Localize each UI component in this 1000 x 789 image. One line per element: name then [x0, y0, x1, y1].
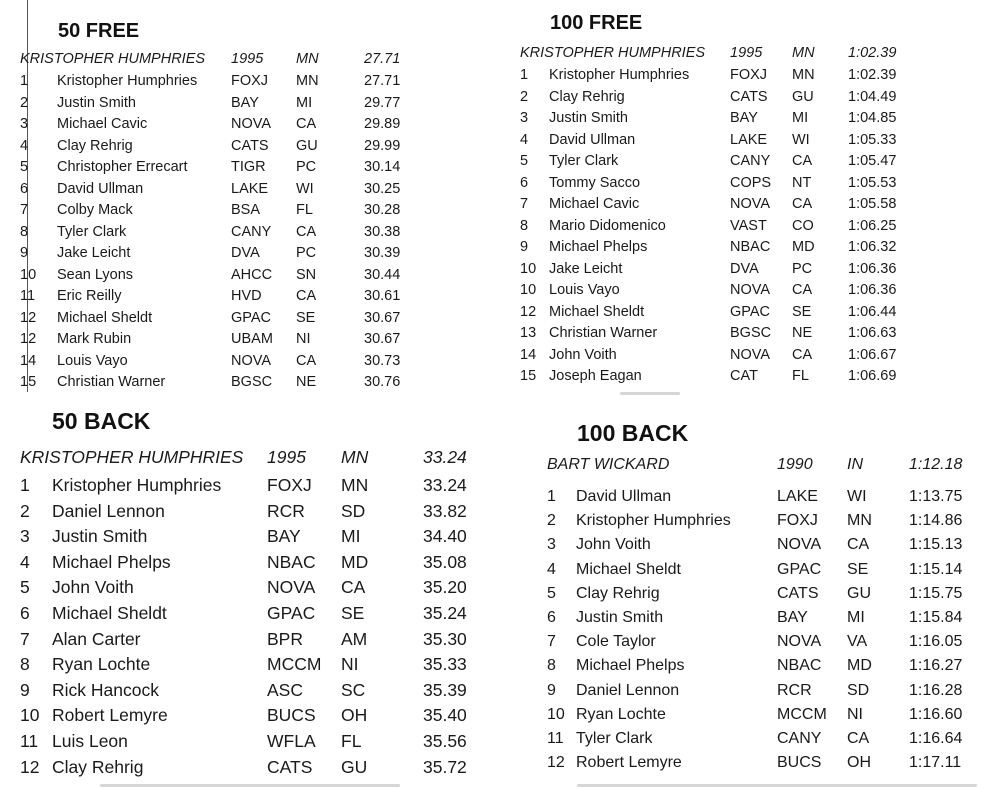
swim-time: 1:16.05	[909, 633, 963, 651]
lsc-code: PC	[296, 159, 317, 175]
team-code: CANY	[231, 223, 272, 240]
team-code: GPAC	[231, 309, 272, 326]
team-code: FOXJ	[777, 512, 818, 530]
swimmer-name: Kristopher Humphries	[52, 475, 222, 495]
swimmer-name: John Voith	[576, 536, 651, 554]
rank-cell: 12	[20, 331, 37, 347]
lsc-code: CA	[792, 282, 813, 298]
team-code: FOXJ	[231, 73, 269, 89]
rank-cell: 10	[20, 705, 40, 726]
lsc-code: SC	[341, 679, 366, 700]
rank-cell: 5	[547, 584, 556, 602]
lsc-code: MD	[341, 551, 369, 572]
swimmer-name: Jake Leicht	[549, 260, 623, 277]
rank-cell: 5	[520, 153, 529, 169]
rank-cell: 3	[20, 116, 29, 132]
swimmer-name: John Voith	[52, 577, 134, 598]
lsc-code: MD	[847, 657, 872, 675]
team-code: CATS	[267, 756, 313, 777]
section-100-back	[547, 410, 997, 789]
lsc-code: SE	[847, 560, 869, 578]
team-code: RCR	[267, 500, 305, 521]
swim-time: 30.28	[364, 202, 401, 218]
lsc-code: SE	[792, 303, 812, 320]
swimmer-name: Clay Rehrig	[549, 88, 625, 105]
lsc-code: CA	[296, 288, 317, 304]
rank-cell: 11	[547, 730, 564, 747]
swim-time: 27.71	[364, 73, 401, 89]
swimmer-name: Christian Warner	[57, 374, 166, 390]
rank-cell: 7	[20, 628, 30, 649]
swim-time: 35.30	[423, 628, 467, 649]
team-code: BGSC	[231, 374, 273, 390]
lsc-code: AM	[341, 628, 368, 649]
swim-time: 1:04.49	[848, 88, 897, 105]
record-year: 1995	[231, 51, 264, 67]
lsc-code: CA	[792, 196, 813, 212]
swimmer-name: Tyler Clark	[57, 223, 127, 240]
swim-time: 35.40	[423, 705, 467, 726]
swim-time: 1:13.75	[909, 488, 963, 505]
scan-smudge	[620, 392, 680, 395]
swim-time: 35.08	[423, 551, 467, 572]
rank-cell: 10	[520, 282, 537, 298]
rank-cell: 8	[20, 223, 29, 240]
swimmer-name: Michael Phelps	[52, 551, 171, 572]
lsc-code: MD	[792, 239, 815, 255]
swimmer-name: Michael Cavic	[549, 196, 640, 212]
rank-cell: 4	[20, 551, 30, 572]
lsc-code: GU	[296, 137, 318, 154]
team-code: CANY	[730, 153, 771, 169]
rank-cell: 6	[20, 603, 30, 623]
team-code: HVD	[231, 288, 262, 304]
lsc-code: SE	[296, 309, 316, 326]
rank-cell: 1	[20, 73, 29, 89]
rank-cell: 6	[20, 180, 29, 197]
swimmer-name: Robert Lemyre	[52, 705, 168, 726]
swim-time: 30.61	[364, 288, 401, 304]
swimmer-name: Clay Rehrig	[576, 584, 660, 602]
swimmer-name: Colby Mack	[57, 202, 133, 218]
swimmer-name: John Voith	[549, 346, 617, 363]
swim-time: 35.72	[423, 756, 467, 777]
team-code: NOVA	[777, 536, 822, 554]
swimmer-name: Michael Cavic	[57, 116, 148, 132]
team-code: GPAC	[730, 303, 771, 320]
team-code: AHCC	[231, 266, 273, 283]
swim-time: 1:04.85	[848, 110, 897, 126]
lsc-code: NI	[847, 705, 863, 723]
team-code: DVA	[231, 245, 260, 261]
rank-cell: 7	[20, 202, 29, 218]
lsc-code: WI	[296, 180, 314, 197]
rank-cell: 3	[547, 536, 556, 554]
rank-cell: 15	[20, 374, 37, 390]
swimmer-name: Ryan Lochte	[52, 654, 151, 675]
swimmer-name: Daniel Lennon	[576, 681, 680, 699]
swimmer-name: Daniel Lennon	[52, 500, 165, 521]
lsc-code: GU	[792, 88, 814, 105]
swim-time: 1:06.67	[848, 346, 897, 363]
team-code: NOVA	[231, 116, 272, 132]
lsc-code: MI	[341, 526, 361, 547]
lsc-code: SD	[341, 500, 366, 521]
team-code: BAY	[267, 526, 301, 547]
team-code: NOVA	[730, 196, 771, 212]
team-code: ASC	[267, 679, 303, 700]
rank-cell: 7	[547, 633, 556, 651]
rank-cell: 4	[547, 560, 556, 578]
swim-time: 1:14.86	[909, 512, 963, 530]
rank-cell: 10	[547, 705, 565, 723]
record-time: 1:12.18	[909, 456, 963, 473]
record-time: 27.71	[364, 51, 401, 67]
lsc-code: VA	[847, 633, 868, 651]
team-code: MCCM	[777, 705, 827, 723]
swimmer-name: Louis Vayo	[549, 282, 620, 298]
lsc-code: CO	[792, 217, 814, 234]
rank-cell: 1	[547, 488, 556, 505]
team-code: NBAC	[267, 551, 316, 572]
swim-time: 29.77	[364, 94, 401, 111]
record-holder: BART WICKARD	[547, 456, 670, 473]
rank-cell: 10	[20, 266, 37, 283]
swim-time: 1:06.44	[848, 303, 897, 320]
record-state: MN	[792, 45, 815, 61]
lsc-code: WI	[847, 488, 867, 505]
lsc-code: SN	[296, 266, 317, 283]
swim-time: 29.99	[364, 137, 401, 154]
rank-cell: 3	[20, 526, 30, 547]
swim-time: 1:16.27	[909, 657, 963, 675]
team-code: BGSC	[730, 325, 772, 341]
swim-time: 1:06.69	[848, 368, 897, 384]
team-code: NOVA	[231, 352, 272, 369]
rank-cell: 2	[520, 88, 529, 105]
swim-time: 1:05.53	[848, 174, 897, 191]
lsc-code: MN	[296, 73, 319, 89]
section-title: 50 FREE	[58, 20, 140, 42]
swimmer-name: Clay Rehrig	[57, 137, 133, 154]
team-code: NOVA	[730, 282, 771, 298]
team-code: BPR	[267, 628, 303, 649]
rank-cell: 12	[20, 309, 37, 326]
swim-time: 1:06.36	[848, 282, 897, 298]
record-time: 33.24	[423, 447, 467, 467]
swimmer-name: Christian Warner	[549, 325, 658, 341]
rank-cell: 9	[520, 239, 529, 255]
rank-cell: 9	[20, 245, 29, 261]
lsc-code: CA	[847, 730, 870, 747]
rank-cell: 9	[20, 679, 30, 700]
record-holder: KRISTOPHER HUMPHRIES	[520, 45, 706, 61]
swim-time: 1:06.63	[848, 325, 897, 341]
lsc-code: MN	[847, 512, 872, 530]
lsc-code: SD	[847, 681, 870, 699]
rank-cell: 4	[20, 137, 29, 154]
team-code: GPAC	[267, 603, 316, 623]
lsc-code: NI	[296, 331, 311, 347]
swim-time: 1:06.25	[848, 217, 897, 234]
team-code: FOXJ	[730, 67, 768, 83]
swimmer-name: Tyler Clark	[549, 153, 619, 169]
team-code: WFLA	[267, 731, 316, 751]
swim-time: 35.33	[423, 654, 467, 675]
lsc-code: CA	[296, 116, 317, 132]
swimmer-name: Louis Vayo	[57, 352, 128, 369]
team-code: GPAC	[777, 560, 822, 578]
lsc-code: MI	[847, 609, 865, 626]
section-100-free	[520, 0, 990, 395]
swimmer-name: Tommy Sacco	[549, 174, 641, 191]
swimmer-name: Michael Phelps	[576, 657, 685, 675]
team-code: NBAC	[777, 657, 822, 675]
swim-time: 1:06.32	[848, 239, 897, 255]
lsc-code: CA	[847, 536, 870, 554]
team-code: RCR	[777, 681, 812, 699]
swim-time: 30.73	[364, 352, 401, 369]
swimmer-name: Christopher Errecart	[57, 159, 188, 175]
lsc-code: FL	[792, 368, 809, 384]
team-code: COPS	[730, 174, 772, 191]
lsc-code: MI	[296, 94, 313, 111]
record-state: IN	[847, 456, 863, 473]
swim-time: 33.24	[423, 475, 467, 495]
record-year: 1990	[777, 456, 813, 473]
swimmer-name: Kristopher Humphries	[576, 512, 731, 530]
lsc-code: NI	[341, 654, 359, 675]
rank-cell: 9	[547, 681, 556, 699]
team-code: UBAM	[231, 331, 273, 347]
lsc-code: NT	[792, 174, 812, 191]
rank-cell: 14	[520, 346, 537, 363]
swimmer-name: David Ullman	[57, 180, 144, 197]
rank-cell: 14	[20, 352, 37, 369]
swim-time: 1:02.39	[848, 67, 897, 83]
rank-cell: 5	[20, 159, 29, 175]
lsc-code: CA	[296, 223, 317, 240]
rank-cell: 8	[520, 217, 529, 234]
lsc-code: GU	[341, 756, 368, 777]
lsc-code: MN	[792, 67, 815, 83]
team-code: BUCS	[267, 705, 316, 726]
swim-time: 30.76	[364, 374, 401, 390]
team-code: NOVA	[777, 633, 822, 651]
swim-time: 1:05.47	[848, 153, 897, 169]
lsc-code: OH	[341, 705, 368, 726]
lsc-code: SE	[341, 603, 365, 623]
rank-cell: 11	[20, 288, 36, 304]
lsc-code: FL	[341, 731, 362, 751]
swim-time: 30.67	[364, 331, 401, 347]
swim-time: 1:05.33	[848, 131, 897, 148]
team-code: BAY	[730, 110, 758, 126]
swimmer-name: Ryan Lochte	[576, 705, 666, 723]
lsc-code: WI	[792, 131, 810, 148]
swimmer-name: Michael Phelps	[549, 239, 648, 255]
swimmer-name: Michael Sheldt	[52, 603, 167, 623]
record-holder: KRISTOPHER HUMPHRIES	[20, 447, 244, 467]
team-code: FOXJ	[267, 475, 312, 495]
team-code: NOVA	[267, 577, 316, 598]
swim-time: 1:16.64	[909, 730, 963, 747]
swimmer-name: Justin Smith	[52, 526, 148, 547]
swimmer-name: Mark Rubin	[57, 331, 132, 347]
record-time: 1:02.39	[848, 45, 897, 61]
swimmer-name: David Ullman	[549, 131, 636, 148]
rank-cell: 8	[547, 657, 556, 675]
swim-time: 35.24	[423, 603, 467, 623]
lsc-code: PC	[296, 245, 317, 261]
lsc-code: CA	[792, 346, 813, 363]
team-code: VAST	[730, 217, 767, 234]
swim-time: 35.56	[423, 731, 467, 751]
team-code: BAY	[777, 609, 808, 626]
swim-time: 30.14	[364, 159, 401, 175]
rank-cell: 13	[520, 325, 537, 341]
team-code: CATS	[730, 88, 768, 105]
swim-time: 29.89	[364, 116, 401, 132]
swimmer-name: Clay Rehrig	[52, 756, 144, 777]
swim-time: 1:15.13	[909, 536, 963, 554]
team-code: LAKE	[730, 131, 768, 148]
swim-time: 30.44	[364, 266, 401, 283]
team-code: TIGR	[231, 159, 266, 175]
rank-cell: 1	[520, 67, 529, 83]
record-state: MN	[341, 447, 369, 467]
swimmer-name: Cole Taylor	[576, 633, 656, 651]
rank-cell: 6	[520, 174, 529, 191]
swim-time: 30.38	[364, 223, 401, 240]
swimmer-name: Eric Reilly	[57, 288, 122, 304]
swimmer-name: Michael Sheldt	[549, 303, 645, 320]
swimmer-name: Mario Didomenico	[549, 217, 666, 234]
lsc-code: FL	[296, 202, 313, 218]
swimmer-name: Michael Sheldt	[57, 309, 153, 326]
record-year: 1995	[267, 447, 306, 467]
rank-cell: 4	[520, 131, 529, 148]
section-title: 100 FREE	[550, 12, 643, 34]
lsc-code: MN	[341, 475, 369, 495]
swimmer-name: Joseph Eagan	[549, 368, 642, 384]
rank-cell: 10	[520, 260, 537, 277]
rank-cell: 2	[20, 500, 30, 521]
swimmer-name: Jake Leicht	[57, 245, 131, 261]
team-code: BUCS	[777, 754, 822, 772]
scan-smudge	[577, 784, 977, 787]
team-code: CAT	[730, 368, 758, 384]
swimmer-name: Kristopher Humphries	[57, 73, 198, 89]
rank-cell: 11	[20, 731, 39, 751]
swimmer-name: Rick Hancock	[52, 679, 159, 700]
lsc-code: GU	[847, 584, 871, 602]
swimmer-name: Tyler Clark	[576, 730, 653, 747]
team-code: CANY	[777, 730, 822, 747]
swimmer-name: Justin Smith	[576, 609, 664, 626]
swim-time: 34.40	[423, 526, 467, 547]
swim-time: 1:15.14	[909, 560, 963, 578]
record-state: MN	[296, 51, 319, 67]
swim-time: 30.25	[364, 180, 401, 197]
scan-smudge	[100, 784, 400, 787]
lsc-code: PC	[792, 260, 813, 277]
rank-cell: 3	[520, 110, 529, 126]
team-code: LAKE	[777, 488, 818, 505]
swim-time: 30.39	[364, 245, 401, 261]
lsc-code: CA	[792, 153, 813, 169]
swim-time: 30.67	[364, 309, 401, 326]
team-code: CATS	[231, 137, 269, 154]
rank-cell: 8	[20, 654, 30, 675]
lsc-code: CA	[341, 577, 366, 598]
swim-time: 1:17.11	[909, 754, 962, 772]
swimmer-name: Michael Sheldt	[576, 560, 681, 578]
team-code: NBAC	[730, 239, 771, 255]
team-code: BAY	[231, 94, 259, 111]
swimmer-name: Kristopher Humphries	[549, 67, 690, 83]
swim-time: 1:15.84	[909, 609, 963, 626]
lsc-code: NE	[296, 374, 317, 390]
swimmer-name: Justin Smith	[57, 94, 136, 111]
record-holder: KRISTOPHER HUMPHRIES	[20, 51, 206, 67]
team-code: DVA	[730, 260, 759, 277]
swim-time: 35.20	[423, 577, 467, 598]
section-50-back	[20, 400, 500, 789]
team-code: NOVA	[730, 346, 771, 363]
rank-cell: 7	[520, 196, 529, 212]
lsc-code: CA	[296, 352, 317, 369]
swimmer-name: Alan Carter	[52, 628, 141, 649]
section-title: 100 BACK	[577, 420, 689, 446]
team-code: BSA	[231, 202, 261, 218]
section-title: 50 BACK	[52, 408, 151, 434]
lsc-code: MI	[792, 110, 809, 126]
record-year: 1995	[730, 45, 763, 61]
rank-cell: 2	[20, 94, 29, 111]
lsc-code: NE	[792, 325, 813, 341]
rank-cell: 12	[520, 303, 537, 320]
swimmer-name: Justin Smith	[549, 110, 628, 126]
rank-cell: 2	[547, 512, 556, 530]
swim-time: 33.82	[423, 500, 467, 521]
rank-cell: 15	[520, 368, 537, 384]
rank-cell: 12	[547, 754, 565, 772]
swim-time: 1:15.75	[909, 584, 963, 602]
swimmer-name: Sean Lyons	[57, 266, 134, 283]
section-50-free	[20, 0, 490, 395]
swimmer-name: Luis Leon	[52, 731, 128, 751]
swim-time: 1:16.28	[909, 681, 963, 699]
swim-time: 1:05.58	[848, 196, 897, 212]
team-code: LAKE	[231, 180, 269, 197]
rank-cell: 1	[20, 475, 30, 495]
swimmer-name: Robert Lemyre	[576, 754, 682, 772]
team-code: CATS	[777, 584, 819, 602]
swimmer-name: David Ullman	[576, 488, 672, 505]
team-code: MCCM	[267, 654, 322, 675]
rank-cell: 5	[20, 577, 30, 598]
lsc-code: OH	[847, 754, 871, 772]
rank-cell: 12	[20, 756, 40, 777]
rank-cell: 6	[547, 609, 556, 626]
swim-time: 1:16.60	[909, 705, 963, 723]
swim-time: 1:06.36	[848, 260, 897, 277]
swim-time: 35.39	[423, 679, 467, 700]
